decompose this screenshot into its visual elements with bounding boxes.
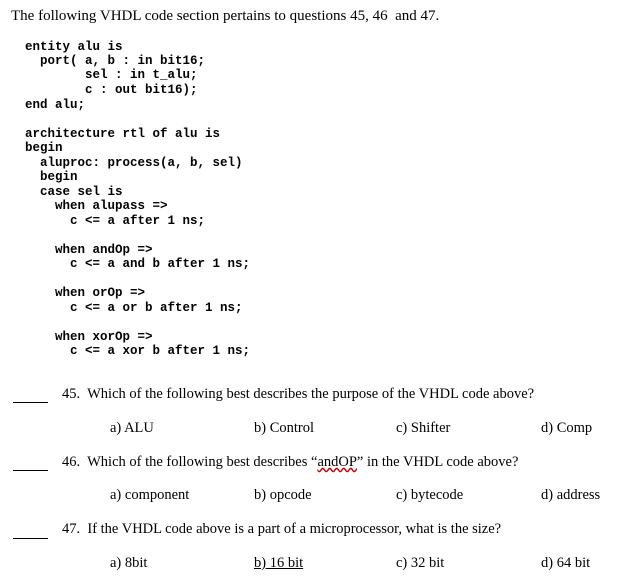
code-line: entity alu is xyxy=(25,40,123,54)
option-c: c) Shifter xyxy=(396,420,451,436)
option-a: a) ALU xyxy=(110,420,154,436)
question-47-text: 47. If the VHDL code above is a part of a microprocessor, what is the size? xyxy=(62,521,502,537)
option-c: c) 32 bit xyxy=(396,555,445,571)
answer-blank-45[interactable] xyxy=(13,402,48,403)
answer-blank-46[interactable] xyxy=(13,470,48,471)
code-line: port( a, b : in bit16; xyxy=(25,54,206,68)
option-d: d) 64 bit xyxy=(541,555,591,571)
code-line: case sel is xyxy=(25,185,123,199)
code-line: when andOp => xyxy=(25,243,153,257)
code-line: c <= a xor b after 1 ns; xyxy=(25,344,251,358)
option-c: c) bytecode xyxy=(396,487,464,503)
code-line: when xorOp => xyxy=(25,330,153,344)
code-line: when orOp => xyxy=(25,286,146,300)
option-a: a) component xyxy=(110,487,190,503)
option-b: b) 16 bit xyxy=(254,555,304,571)
option-a: a) 8bit xyxy=(110,555,148,571)
code-line: architecture rtl of alu is xyxy=(25,127,221,141)
option-b: b) Control xyxy=(254,420,315,436)
intro-text: The following VHDL code section pertains to questions 45, 46 and 47. xyxy=(11,8,440,24)
code-line: c <= a or b after 1 ns; xyxy=(25,301,243,315)
code-line: c : out bit16); xyxy=(25,83,198,97)
code-line: aluproc: process(a, b, sel) xyxy=(25,156,243,170)
code-line: begin xyxy=(25,141,63,155)
question-46-text: 46. Which of the following best describes “andOP” in the VHDL code above? xyxy=(62,454,519,470)
code-line: c <= a after 1 ns; xyxy=(25,214,206,228)
code-line: c <= a and b after 1 ns; xyxy=(25,257,251,271)
option-b: b) opcode xyxy=(254,487,312,503)
option-d: d) Comp xyxy=(541,420,593,436)
question-45-text: 45. Which of the following best describes the purpose of the VHDL code above? xyxy=(62,386,535,402)
code-line: sel : in t_alu; xyxy=(25,68,198,82)
code-line: when alupass => xyxy=(25,199,168,213)
code-line: begin xyxy=(25,170,78,184)
spellcheck-highlight: andOP xyxy=(317,454,357,470)
option-d: d) address xyxy=(541,487,601,503)
code-line: end alu; xyxy=(25,98,86,112)
answer-blank-47[interactable] xyxy=(13,538,48,539)
